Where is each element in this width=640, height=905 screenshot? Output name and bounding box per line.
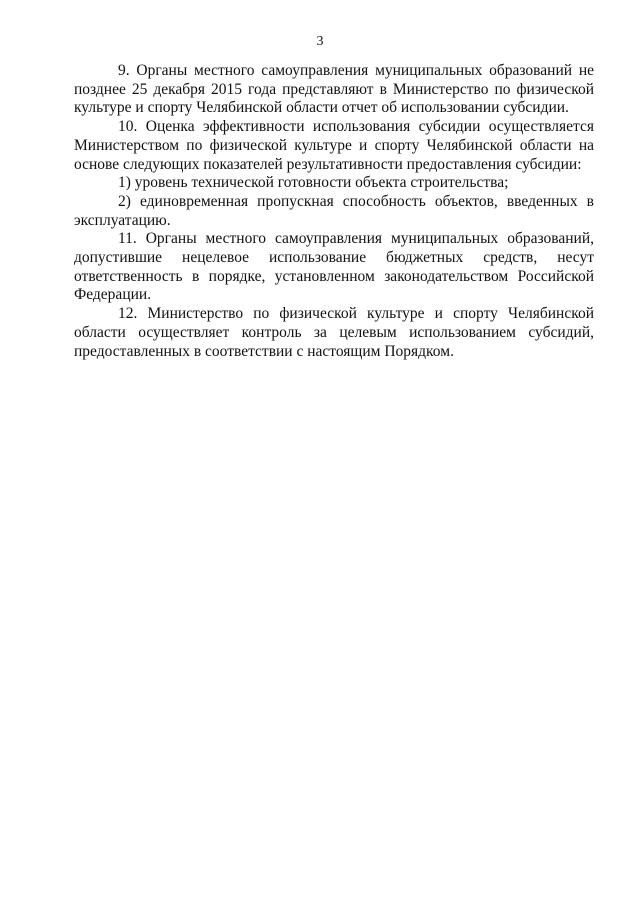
paragraph-9: 9. Органы местного самоуправления муниципальных образований не позднее 25 декабря 2015 года представляют в Министерство по физической культуре и спорту Челябинской области отчет об использовании субсидии. xyxy=(74,62,594,117)
paragraph-12: 12. Министерство по физической культуре и спорту Челябинской области осуществляет контроль за целевым использованием субсидий, предоставленных в соответствии с настоящим Порядком. xyxy=(74,305,594,360)
paragraph-10-item-2: 2) единовременная пропускная способность объектов, введенных в эксплуатацию. xyxy=(74,192,594,229)
page-number: 3 xyxy=(316,34,324,49)
paragraph-11: 11. Органы местного самоуправления муниципальных образований, допустившие нецелевое использование бюджетных средств, несут ответственность в порядке, установленном законодательством Российской Федерации. xyxy=(74,230,594,304)
paragraph-10-item-1: 1) уровень технической готовности объекта строительства; xyxy=(118,174,509,192)
paragraph-10: 10. Оценка эффективности использования субсидии осуществляется Министерством по физической культуре и спорту Челябинской области на основе следующих показателей результативности предоставления субсидии: xyxy=(74,118,594,173)
document-body xyxy=(74,62,594,361)
